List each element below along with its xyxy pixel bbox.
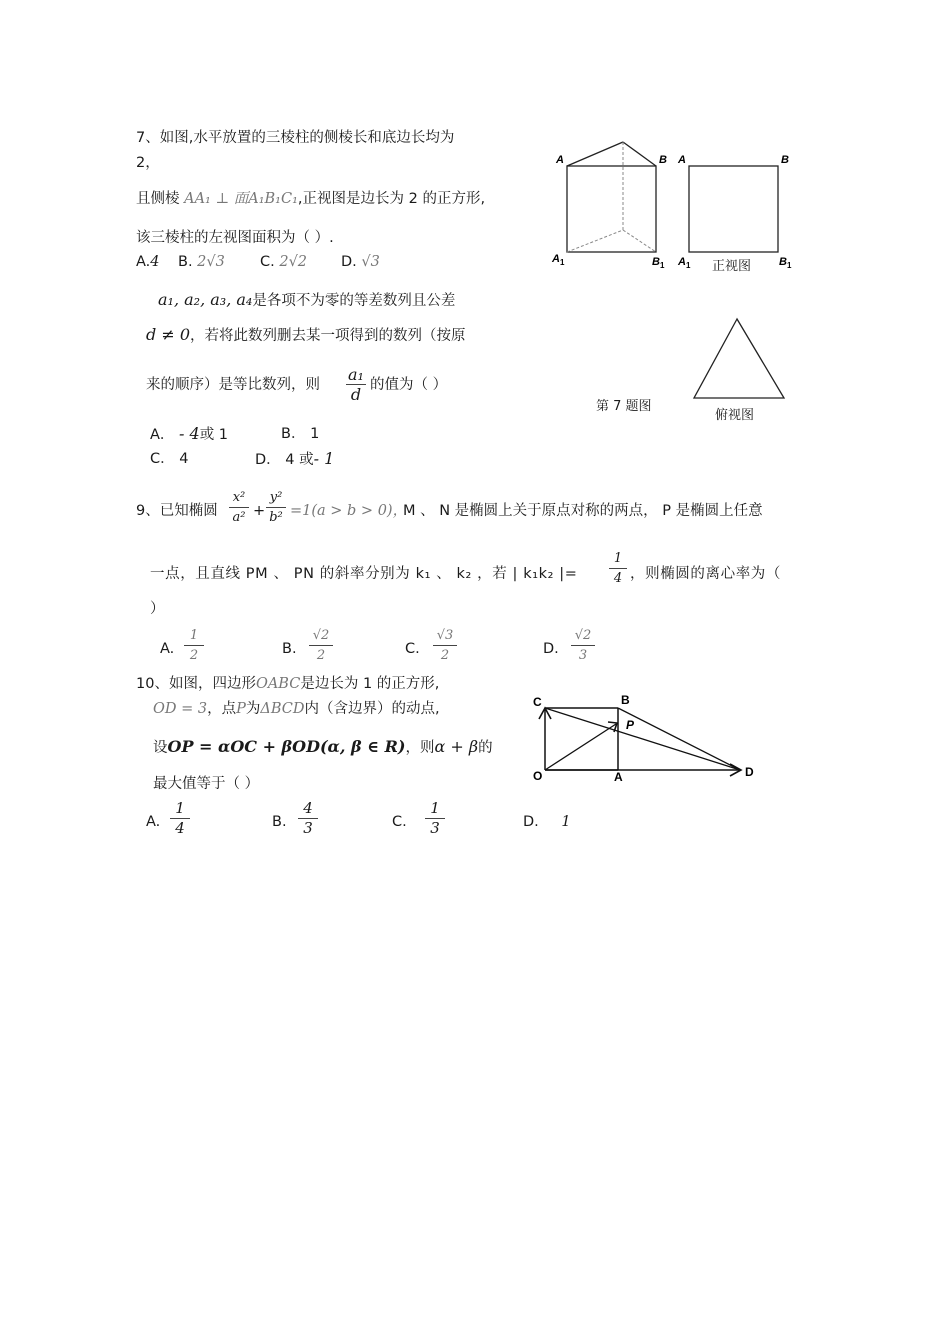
q10-od-math: OD = 3: [153, 701, 208, 717]
q7-front-label-b1-sub: 1: [787, 261, 792, 270]
q10-line2-post: 内（含边界）的动点,: [304, 701, 440, 717]
q7-option-c-value: 2√2: [279, 254, 308, 270]
q8-option-c: [150, 450, 188, 468]
q10-label-o: O: [533, 769, 543, 783]
q9-option-b-fraction: [309, 627, 333, 664]
q9-option-c-bar: [433, 645, 457, 646]
q10-line3-mid: ，则: [405, 740, 435, 756]
q10-line3-pre: 设: [153, 740, 168, 756]
q9-eq-plus: +: [253, 503, 266, 519]
q10-option-d: [523, 813, 571, 831]
q9-option-b-num: √2: [312, 628, 330, 643]
q8-option-d: [255, 450, 334, 469]
q10-label-c: C: [533, 695, 542, 709]
q9-option-d-fraction: [571, 627, 595, 664]
q7-line3-post: ,正视图是边长为 2 的正方形,: [297, 191, 486, 207]
q8-option-d-tail: - 1: [313, 449, 335, 468]
q8-option-d-value: 4 或: [285, 452, 314, 468]
q7-prism-edge: [623, 142, 656, 166]
q7-label-b1: B: [652, 256, 660, 268]
q7-line4: 该三棱柱的左视图面积为（ ）.: [136, 230, 334, 246]
q8-option-a-tail: 或 1: [199, 427, 229, 443]
q7-top-view-triangle: [690, 316, 790, 406]
q10-line3: [153, 738, 493, 757]
q7-option-d-value: √3: [361, 254, 380, 270]
q10-line3-post: 的: [478, 740, 493, 756]
q7-option-d-label: D.: [341, 254, 357, 270]
q9-option-c-den: 2: [440, 648, 450, 663]
q10-option-c-fraction: [425, 800, 445, 837]
q10-triangle-math: ΔBCD: [260, 701, 305, 717]
q9-option-b-bar: [309, 645, 333, 646]
q9-option-a-label: A.: [160, 641, 175, 657]
q10-label-p: P: [626, 718, 635, 732]
q9-option-b-den: 2: [316, 648, 326, 663]
q7-front-label-b: B: [781, 154, 789, 166]
q9-eq-x-den: a²: [232, 510, 246, 525]
q10-edge-cd: [545, 708, 740, 770]
q7-hidden-edge: [623, 230, 656, 252]
q8-line2: [146, 326, 466, 345]
q9-k-fraction-bar: [609, 568, 627, 569]
q7-condition-math: AA₁ ⊥ 面A₁B₁C₁: [184, 191, 298, 207]
q9-k-fraction: [609, 550, 627, 587]
q8-sequence-math: a₁, a₂, a₃, a₄: [158, 290, 253, 309]
q9-option-d-bar: [571, 645, 595, 646]
q7-option-a-label: A.: [136, 254, 151, 270]
q9-line1-pre: 9、已知椭圆: [136, 503, 218, 519]
q8-fraction-num: a₁: [348, 365, 364, 384]
q9-option-d-num: √2: [574, 628, 592, 643]
q10-line2-mid: ，点: [207, 701, 237, 717]
q9-k-fraction-num: 1: [613, 551, 623, 566]
q9-line2-pre: 一点，且直线 PM 、 PN 的斜率分别为 k₁ 、 k₂ ，若 | k₁k₂ |=: [150, 566, 578, 582]
q10-line1: [136, 675, 439, 693]
q10-p-math: P: [236, 701, 246, 717]
q8-line2-post: ，若将此数列删去某一项得到的数列（按原: [190, 328, 466, 344]
q8-option-c-value: 4: [179, 451, 189, 467]
q8-option-d-label: D．: [255, 452, 281, 468]
q9-option-a-bar: [184, 645, 204, 646]
q8-fraction: [346, 366, 366, 403]
q9-option-c-label: C.: [405, 641, 420, 657]
q9-line1-post: M 、 N 是椭圆上关于原点对称的两点， P 是椭圆上任意: [403, 503, 763, 519]
q10-option-a-num: 1: [175, 799, 185, 817]
q7-figure-caption: 第 7 题图: [596, 399, 652, 414]
q9-option-c-fraction: [433, 627, 457, 664]
q7-option-d: [341, 253, 380, 271]
q9-option-a-den: 2: [189, 648, 199, 663]
q10-option-c-num: 1: [430, 799, 440, 817]
q9-eq-y-bar: [266, 507, 286, 508]
q10-option-c-label: C.: [392, 814, 407, 830]
q10-square-math: OABC: [255, 676, 301, 692]
q7-label-a: A: [556, 154, 564, 166]
q10-label-b: B: [621, 693, 630, 707]
q9-eq-tail: =1(a > b > 0)，: [290, 503, 408, 519]
q10-option-a-den: 4: [175, 819, 185, 837]
q9-eq-x-num: x²: [232, 490, 246, 505]
q9-eq-y-den: b²: [269, 510, 283, 525]
q7-option-a-value: 4: [150, 254, 160, 270]
q9-eq-y-fraction: [266, 489, 286, 526]
q7-label-a1-sub: 1: [560, 258, 565, 267]
q7-label-a1: A: [552, 253, 560, 265]
q10-option-d-label: D.: [523, 814, 539, 830]
q10-option-b-num: 4: [303, 799, 313, 817]
q8-line1-post: 是各项不为零的等差数列且公差: [252, 293, 456, 309]
q7-line2: 2，: [136, 155, 160, 171]
q8-line3-post: 的值为（ ）: [370, 377, 448, 393]
q10-line2: [153, 700, 440, 718]
q8-option-a-label: A．: [150, 427, 175, 443]
q10-option-b-den: 3: [303, 819, 313, 837]
q7-prism-figure: [548, 138, 808, 278]
q7-label-b1-sub: 1: [660, 261, 665, 270]
q10-label-d: D: [745, 765, 754, 779]
q7-front-view-square: [689, 166, 778, 252]
q8-option-b: [281, 425, 319, 443]
q7-hidden-edge: [567, 230, 623, 252]
q7-option-a: [136, 253, 160, 271]
q9-eq-x-fraction: [229, 489, 249, 526]
q7-front-label-b1: B: [779, 256, 787, 268]
q7-option-c-label: C.: [260, 254, 275, 270]
q7-option-c: [260, 253, 307, 271]
q9-option-a-num: 1: [189, 628, 199, 643]
q10-vector-op: [545, 724, 616, 770]
q8-option-b-value: 1: [310, 426, 320, 442]
q9-line2-post: ，则椭圆的离心率为（: [630, 566, 781, 582]
q10-line1-post: 是边长为 1 的正方形,: [300, 676, 440, 692]
q10-vector-equation: OP = αOC + βOD(α, β ∈ R): [167, 737, 406, 756]
q9-option-b-label: B.: [282, 641, 297, 657]
q9-option-d-den: 3: [578, 648, 588, 663]
q9-eq-x-bar: [229, 507, 249, 508]
q9-option-c-num: √3: [436, 628, 454, 643]
q8-option-a-value: - 4: [179, 424, 200, 443]
q7-prism-edge: [567, 142, 623, 166]
q9-line3: ）: [150, 601, 165, 617]
q10-line2-post-a: 为: [245, 701, 261, 717]
q10-option-a-fraction: [170, 800, 190, 837]
q10-option-c-den: 3: [430, 819, 440, 837]
q8-option-a: [150, 425, 228, 444]
q7-front-label-a1: A: [678, 256, 686, 268]
q7-option-b-value: 2√3: [197, 254, 225, 270]
q10-square-figure: [528, 688, 768, 788]
q7-front-label-a1-sub: 1: [686, 261, 691, 270]
q7-top-view-caption: 俯视图: [715, 408, 755, 423]
q7-label-b: B: [659, 154, 667, 166]
q7-prism-front-face: [567, 166, 656, 252]
q7-option-b: [178, 253, 225, 271]
q7-line1: 7、如图,水平放置的三棱柱的侧棱长和底边长均为: [136, 130, 455, 146]
q8-fraction-den: d: [350, 385, 362, 404]
q10-option-d-value: 1: [561, 814, 571, 830]
q10-line1-pre: 10、如图，四边形: [136, 676, 256, 692]
q10-alpha-beta: α + β: [434, 737, 479, 756]
q7-front-view-caption: 正视图: [712, 259, 752, 274]
q10-option-b-label: B.: [272, 814, 287, 830]
q8-option-c-label: C．: [150, 451, 175, 467]
q9-option-d-label: D.: [543, 641, 559, 657]
q10-label-a: A: [614, 770, 623, 784]
q7-line3-pre: 且侧棱: [136, 191, 180, 207]
q8-line1: [136, 291, 455, 310]
q10-option-a-label: A.: [146, 814, 161, 830]
q9-option-a-fraction: [184, 627, 204, 664]
q10-line4: 最大值等于（ ）: [153, 776, 260, 792]
q9-eq-y-num: y²: [269, 490, 283, 505]
q9-k-fraction-den: 4: [613, 571, 623, 586]
q7-top-view-shape: [694, 319, 784, 398]
q8-option-b-label: B．: [281, 426, 306, 442]
q7-front-label-a: A: [678, 154, 686, 166]
q8-d-math: d ≠ 0: [146, 325, 190, 344]
q10-edge-bd: [618, 708, 740, 770]
q7-line3: [136, 190, 485, 208]
q7-option-b-label: B.: [178, 254, 193, 270]
q10-option-b-fraction: [298, 800, 318, 837]
q8-line3-pre: 来的顺序）是等比数列，则: [146, 377, 320, 393]
